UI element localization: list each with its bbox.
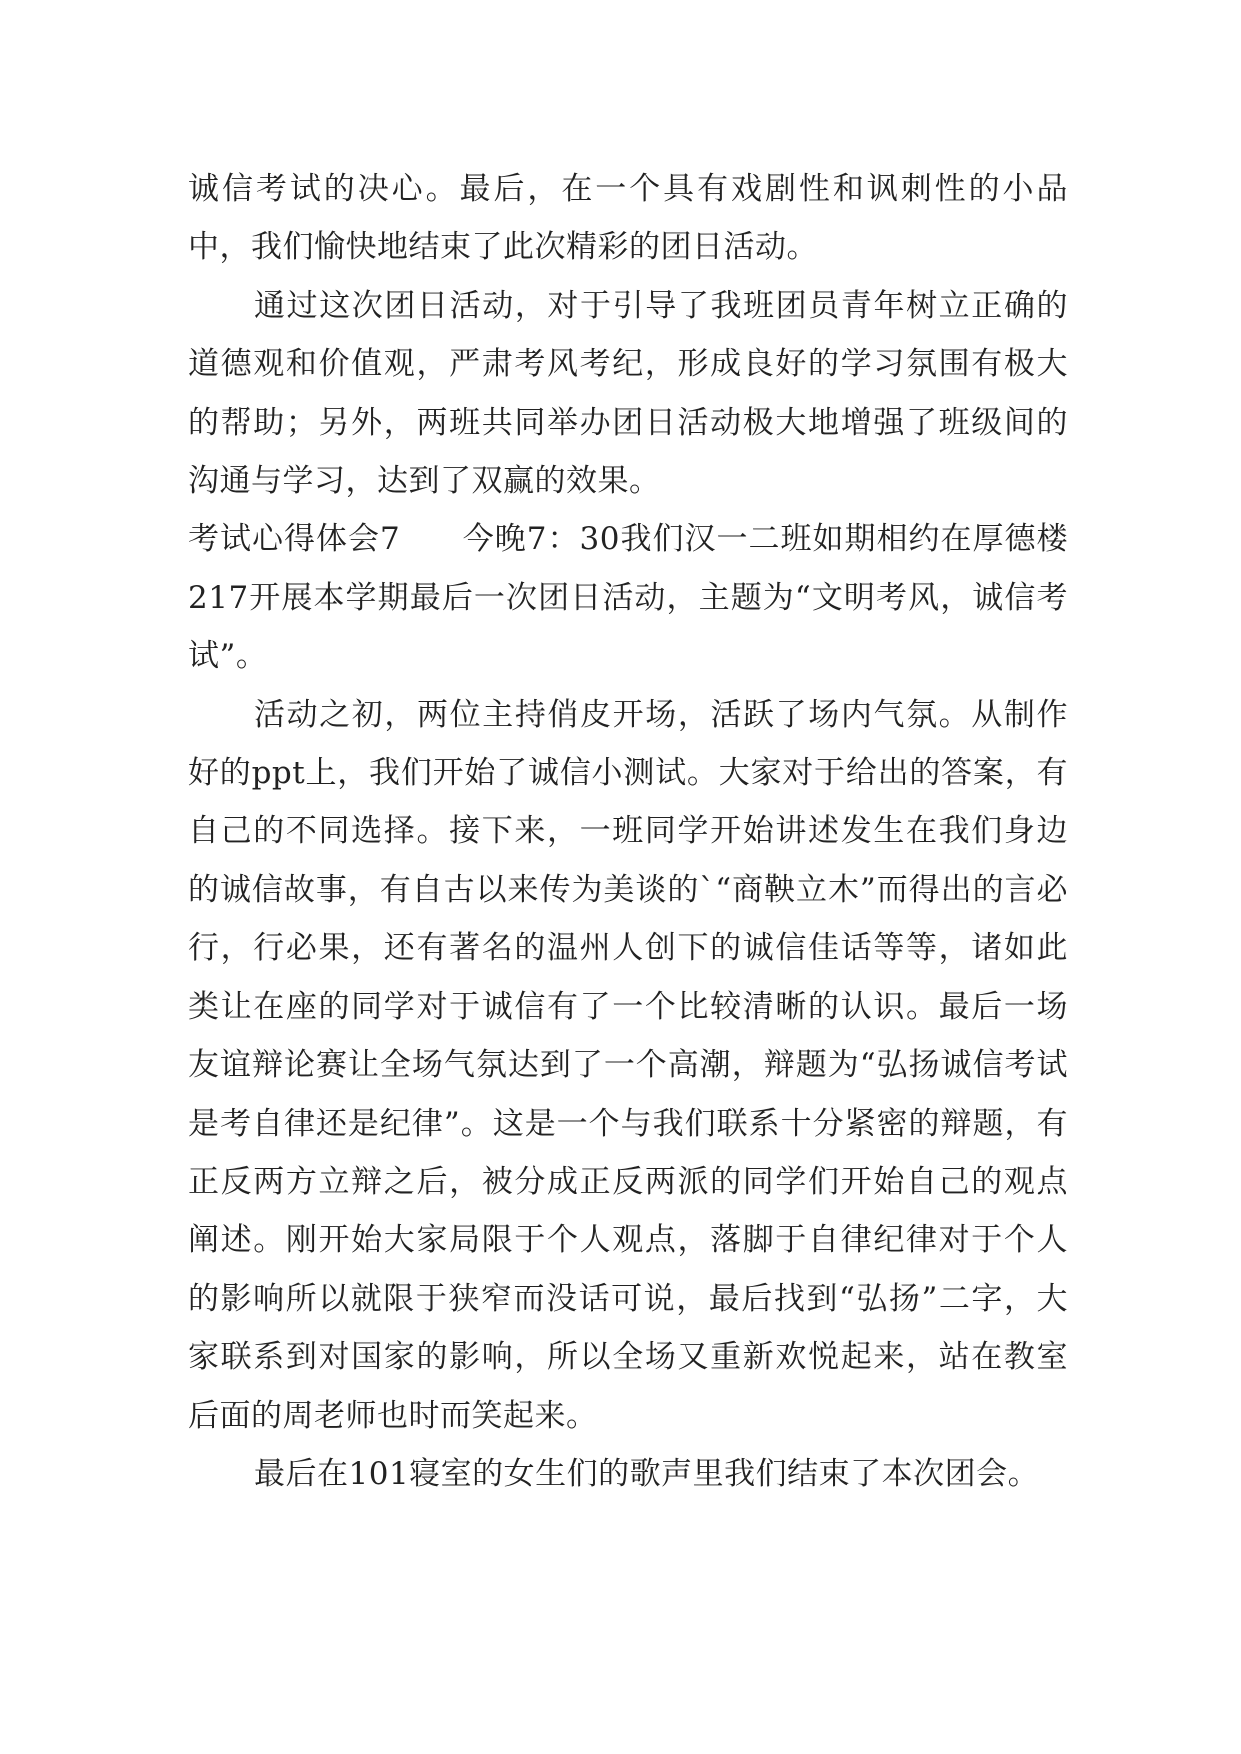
paragraph-4: 活动之初，两位主持俏皮开场，活跃了场内气氛。从制作好的ppt上，我们开始了诚信小测试。大家对于给出的答案，有自己的不同选择。接下来，一班同学开始讲述发生在我们身边的诚信故事，有自古以来传为美谈的`“商鞅立木”而得出的言必行，行必果，还有著名的温州人创下的诚信佳话等等，诸如此类让在座的同学对于诚信有了一个比较清晰的认识。最后一场友谊辩论赛让全场气氛达到了一个高潮，辩题为“弘扬诚信考试是考自律还是纪律”。这是一个与我们联系十分紧密的辩题，有正反两方立辩之后，被分成正反两派的同学们开始自己的观点阐述。刚开始大家局限于个人观点，落脚于自律纪律对于个人的影响所以就限于狭窄而没话可说，最后找到“弘扬”二字，大家联系到对国家的影响，所以全场又重新欢悦起来，站在教室后面的周老师也时而笑起来。 <box>188 696 1068 1434</box>
paragraph-2: 通过这次团日活动，对于引导了我班团员青年树立正确的道德观和价值观，严肃考风考纪，形成良好的学习氛围有极大的帮助；另外，两班共同举办团日活动极大地增强了班级间的沟通与学习，达到了双赢的效果。 <box>188 287 1068 500</box>
document-body <box>188 160 1068 1503</box>
paragraph-5: 最后在101寝室的女生们的歌声里我们结束了本次团会。 <box>254 1455 1040 1492</box>
section-heading: 考试心得体会7 <box>188 521 401 558</box>
section-intro: 今晚7：30我们汉一二班如期相约在厚德楼217开展本学期最后一次团日活动，主题为“文明考风，诚信考试”。 <box>188 521 1068 675</box>
paragraph-1: 诚信考试的决心。最后，在一个具有戏剧性和讽刺性的小品中，我们愉快地结束了此次精彩的团日活动。 <box>188 171 1068 266</box>
paragraph-3 <box>188 510 1068 685</box>
